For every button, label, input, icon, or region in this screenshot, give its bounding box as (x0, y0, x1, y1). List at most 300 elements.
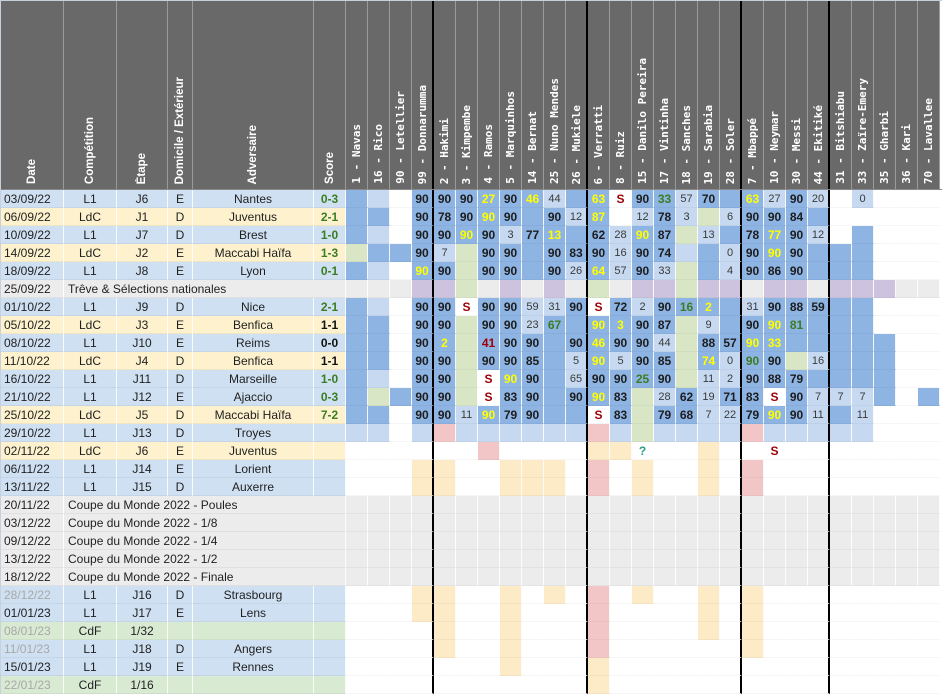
minutes-cell[interactable]: 90 (764, 352, 786, 370)
minutes-cell[interactable]: 90 (434, 370, 456, 388)
date-cell[interactable]: 15/01/23 (1, 658, 64, 676)
minutes-cell[interactable] (808, 532, 830, 550)
stage-cell[interactable]: J1 (117, 208, 168, 226)
minutes-cell[interactable] (566, 460, 588, 478)
minutes-cell[interactable]: 90 (588, 316, 610, 334)
minutes-cell[interactable] (610, 658, 632, 676)
minutes-cell[interactable] (456, 388, 478, 406)
minutes-cell[interactable]: 90 (632, 226, 654, 244)
venue-cell[interactable]: E (168, 334, 193, 352)
minutes-cell[interactable]: 41 (478, 334, 500, 352)
competition-cell[interactable]: CdF (64, 622, 117, 640)
minutes-cell[interactable] (852, 334, 874, 352)
minutes-cell[interactable] (610, 568, 632, 586)
minutes-cell[interactable] (896, 586, 918, 604)
minutes-cell[interactable] (346, 388, 368, 406)
player-header[interactable] (412, 1, 434, 189)
minutes-cell[interactable] (786, 442, 808, 460)
minutes-cell[interactable] (918, 604, 940, 622)
minutes-cell[interactable] (874, 298, 896, 316)
minutes-cell[interactable] (412, 550, 434, 568)
minutes-cell[interactable] (764, 424, 786, 442)
minutes-cell[interactable] (588, 532, 610, 550)
minutes-cell[interactable] (544, 406, 566, 424)
venue-cell[interactable]: D (168, 352, 193, 370)
minutes-cell[interactable] (918, 640, 940, 658)
minutes-cell[interactable] (500, 622, 522, 640)
minutes-cell[interactable]: 87 (654, 226, 676, 244)
competition-cell[interactable]: L1 (64, 226, 117, 244)
minutes-cell[interactable] (808, 622, 830, 640)
minutes-cell[interactable] (720, 604, 742, 622)
minutes-cell[interactable] (632, 280, 654, 298)
minutes-cell[interactable] (786, 658, 808, 676)
stage-cell[interactable]: J2 (117, 244, 168, 262)
minutes-cell[interactable]: 90 (764, 316, 786, 334)
minutes-cell[interactable] (808, 370, 830, 388)
minutes-cell[interactable] (368, 244, 390, 262)
minutes-cell[interactable] (698, 640, 720, 658)
minutes-cell[interactable] (456, 604, 478, 622)
date-cell[interactable]: 14/09/22 (1, 244, 64, 262)
minutes-cell[interactable] (522, 586, 544, 604)
minutes-cell[interactable] (896, 568, 918, 586)
minutes-cell[interactable] (390, 550, 412, 568)
minutes-cell[interactable]: 7 (852, 388, 874, 406)
minutes-cell[interactable] (588, 424, 610, 442)
score-cell[interactable] (314, 424, 346, 442)
minutes-cell[interactable] (874, 640, 896, 658)
minutes-cell[interactable] (346, 352, 368, 370)
stage-cell[interactable]: J6 (117, 442, 168, 460)
minutes-cell[interactable]: 90 (434, 262, 456, 280)
minutes-cell[interactable] (830, 406, 852, 424)
minutes-cell[interactable] (918, 298, 940, 316)
minutes-cell[interactable] (346, 370, 368, 388)
minutes-cell[interactable] (808, 244, 830, 262)
minutes-cell[interactable] (632, 658, 654, 676)
minutes-cell[interactable]: 90 (412, 226, 434, 244)
minutes-cell[interactable] (874, 676, 896, 694)
minutes-cell[interactable]: 7 (434, 244, 456, 262)
minutes-cell[interactable] (544, 478, 566, 496)
score-cell[interactable]: 1-3 (314, 244, 346, 262)
minutes-cell[interactable] (830, 658, 852, 676)
minutes-cell[interactable]: 90 (434, 298, 456, 316)
minutes-cell[interactable] (478, 478, 500, 496)
minutes-cell[interactable] (764, 604, 786, 622)
minutes-cell[interactable] (368, 604, 390, 622)
minutes-cell[interactable] (720, 586, 742, 604)
minutes-cell[interactable]: 90 (478, 316, 500, 334)
minutes-cell[interactable]: S (764, 388, 786, 406)
minutes-cell[interactable] (346, 190, 368, 208)
minutes-cell[interactable] (918, 586, 940, 604)
score-cell[interactable] (314, 658, 346, 676)
minutes-cell[interactable] (632, 424, 654, 442)
minutes-cell[interactable] (368, 478, 390, 496)
minutes-cell[interactable]: 5 (566, 352, 588, 370)
minutes-cell[interactable]: 90 (412, 388, 434, 406)
date-cell[interactable]: 06/09/22 (1, 208, 64, 226)
minutes-cell[interactable]: 90 (456, 190, 478, 208)
date-cell[interactable]: 28/12/22 (1, 586, 64, 604)
minutes-cell[interactable]: 63 (742, 190, 764, 208)
minutes-cell[interactable] (456, 514, 478, 532)
stage-cell[interactable]: J10 (117, 334, 168, 352)
minutes-cell[interactable] (412, 640, 434, 658)
minutes-cell[interactable]: 19 (698, 388, 720, 406)
minutes-cell[interactable] (830, 514, 852, 532)
adversary-cell[interactable]: Lens (193, 604, 314, 622)
minutes-cell[interactable] (918, 532, 940, 550)
minutes-cell[interactable] (786, 478, 808, 496)
minutes-cell[interactable] (412, 586, 434, 604)
minutes-cell[interactable] (522, 676, 544, 694)
minutes-cell[interactable] (852, 676, 874, 694)
minutes-cell[interactable] (786, 622, 808, 640)
minutes-cell[interactable] (412, 280, 434, 298)
minutes-cell[interactable] (346, 658, 368, 676)
minutes-cell[interactable] (390, 442, 412, 460)
minutes-cell[interactable] (610, 622, 632, 640)
minutes-cell[interactable] (500, 586, 522, 604)
adversary-cell[interactable]: Reims (193, 334, 314, 352)
player-header[interactable] (610, 1, 632, 189)
minutes-cell[interactable] (632, 460, 654, 478)
minutes-cell[interactable]: 90 (742, 316, 764, 334)
minutes-cell[interactable] (632, 514, 654, 532)
minutes-cell[interactable] (610, 550, 632, 568)
stage-cell[interactable]: 1/16 (117, 676, 168, 694)
minutes-cell[interactable] (544, 370, 566, 388)
venue-cell[interactable]: E (168, 262, 193, 280)
minutes-cell[interactable] (522, 604, 544, 622)
stage-cell[interactable]: J11 (117, 370, 168, 388)
minutes-cell[interactable] (654, 676, 676, 694)
minutes-cell[interactable] (676, 442, 698, 460)
minutes-cell[interactable] (390, 208, 412, 226)
minutes-cell[interactable] (544, 622, 566, 640)
minutes-cell[interactable] (566, 514, 588, 532)
minutes-cell[interactable] (368, 532, 390, 550)
minutes-cell[interactable] (830, 442, 852, 460)
player-header[interactable] (632, 1, 654, 189)
minutes-cell[interactable] (390, 244, 412, 262)
venue-cell[interactable]: D (168, 640, 193, 658)
minutes-cell[interactable] (588, 604, 610, 622)
minutes-cell[interactable]: 2 (434, 334, 456, 352)
merged-label-cell[interactable]: Coupe du Monde 2022 - 1/8 (64, 514, 346, 532)
minutes-cell[interactable] (698, 496, 720, 514)
minutes-cell[interactable] (456, 352, 478, 370)
minutes-cell[interactable]: 28 (610, 226, 632, 244)
minutes-cell[interactable]: 3 (610, 316, 632, 334)
minutes-cell[interactable] (918, 190, 940, 208)
minutes-cell[interactable] (368, 622, 390, 640)
minutes-cell[interactable] (852, 280, 874, 298)
minutes-cell[interactable] (346, 460, 368, 478)
date-cell[interactable]: 10/09/22 (1, 226, 64, 244)
minutes-cell[interactable] (896, 622, 918, 640)
minutes-cell[interactable] (346, 424, 368, 442)
minutes-cell[interactable] (918, 568, 940, 586)
minutes-cell[interactable] (390, 640, 412, 658)
player-header[interactable] (830, 1, 852, 189)
minutes-cell[interactable]: 16 (610, 244, 632, 262)
minutes-cell[interactable] (852, 244, 874, 262)
minutes-cell[interactable] (610, 532, 632, 550)
minutes-cell[interactable] (434, 622, 456, 640)
minutes-cell[interactable] (874, 208, 896, 226)
date-cell[interactable]: 16/10/22 (1, 370, 64, 388)
minutes-cell[interactable] (368, 658, 390, 676)
minutes-cell[interactable]: 84 (786, 208, 808, 226)
minutes-cell[interactable]: 2 (720, 370, 742, 388)
minutes-cell[interactable] (918, 406, 940, 424)
minutes-cell[interactable] (896, 424, 918, 442)
stage-cell[interactable]: J5 (117, 406, 168, 424)
minutes-cell[interactable] (346, 280, 368, 298)
minutes-cell[interactable] (896, 676, 918, 694)
date-cell[interactable]: 09/12/22 (1, 532, 64, 550)
minutes-cell[interactable] (918, 460, 940, 478)
minutes-cell[interactable] (434, 280, 456, 298)
minutes-cell[interactable]: 31 (742, 298, 764, 316)
minutes-cell[interactable] (808, 424, 830, 442)
adversary-cell[interactable] (193, 676, 314, 694)
minutes-cell[interactable]: 90 (412, 208, 434, 226)
minutes-cell[interactable] (742, 532, 764, 550)
competition-cell[interactable]: LdC (64, 406, 117, 424)
minutes-cell[interactable] (588, 442, 610, 460)
minutes-cell[interactable] (896, 190, 918, 208)
minutes-cell[interactable] (368, 208, 390, 226)
minutes-cell[interactable]: 88 (786, 298, 808, 316)
date-cell[interactable]: 11/01/23 (1, 640, 64, 658)
minutes-cell[interactable] (566, 424, 588, 442)
minutes-cell[interactable] (742, 496, 764, 514)
minutes-cell[interactable] (390, 604, 412, 622)
minutes-cell[interactable] (742, 622, 764, 640)
minutes-cell[interactable] (544, 334, 566, 352)
player-header[interactable] (720, 1, 742, 189)
minutes-cell[interactable] (874, 442, 896, 460)
minutes-cell[interactable]: 4 (720, 262, 742, 280)
minutes-cell[interactable] (478, 460, 500, 478)
minutes-cell[interactable]: 72 (610, 298, 632, 316)
minutes-cell[interactable] (918, 208, 940, 226)
minutes-cell[interactable] (874, 424, 896, 442)
minutes-cell[interactable] (390, 622, 412, 640)
minutes-cell[interactable]: 16 (676, 298, 698, 316)
minutes-cell[interactable] (874, 352, 896, 370)
minutes-cell[interactable] (412, 604, 434, 622)
merged-label-cell[interactable]: Coupe du Monde 2022 - Poules (64, 496, 346, 514)
minutes-cell[interactable] (500, 514, 522, 532)
minutes-cell[interactable]: 90 (786, 226, 808, 244)
minutes-cell[interactable] (456, 460, 478, 478)
minutes-cell[interactable]: 7 (830, 388, 852, 406)
minutes-cell[interactable]: 90 (500, 316, 522, 334)
minutes-cell[interactable] (742, 280, 764, 298)
minutes-cell[interactable] (478, 550, 500, 568)
minutes-cell[interactable]: 11 (808, 406, 830, 424)
venue-cell[interactable]: E (168, 316, 193, 334)
minutes-cell[interactable]: 87 (588, 208, 610, 226)
minutes-cell[interactable] (456, 370, 478, 388)
minutes-cell[interactable] (830, 244, 852, 262)
minutes-cell[interactable] (918, 370, 940, 388)
minutes-cell[interactable]: 83 (566, 244, 588, 262)
minutes-cell[interactable] (654, 622, 676, 640)
minutes-cell[interactable]: 90 (478, 406, 500, 424)
minutes-cell[interactable] (698, 460, 720, 478)
player-header[interactable] (808, 1, 830, 189)
minutes-cell[interactable] (874, 586, 896, 604)
minutes-cell[interactable]: 2 (632, 298, 654, 316)
minutes-cell[interactable] (500, 568, 522, 586)
minutes-cell[interactable] (412, 478, 434, 496)
minutes-cell[interactable]: 90 (632, 352, 654, 370)
minutes-cell[interactable]: 2 (698, 298, 720, 316)
minutes-cell[interactable] (522, 478, 544, 496)
minutes-cell[interactable] (522, 658, 544, 676)
minutes-cell[interactable]: 90 (632, 244, 654, 262)
minutes-cell[interactable] (544, 442, 566, 460)
minutes-cell[interactable] (874, 370, 896, 388)
minutes-cell[interactable] (566, 316, 588, 334)
minutes-cell[interactable]: 77 (522, 226, 544, 244)
minutes-cell[interactable] (698, 424, 720, 442)
stage-cell[interactable]: J14 (117, 460, 168, 478)
header-date[interactable] (1, 1, 64, 189)
minutes-cell[interactable]: 90 (544, 244, 566, 262)
minutes-cell[interactable] (654, 280, 676, 298)
minutes-cell[interactable] (610, 460, 632, 478)
minutes-cell[interactable] (544, 604, 566, 622)
date-cell[interactable]: 05/10/22 (1, 316, 64, 334)
minutes-cell[interactable] (852, 622, 874, 640)
minutes-cell[interactable]: 3 (676, 208, 698, 226)
minutes-cell[interactable] (610, 604, 632, 622)
minutes-cell[interactable] (588, 676, 610, 694)
player-header[interactable] (456, 1, 478, 189)
adversary-cell[interactable] (193, 622, 314, 640)
minutes-cell[interactable] (390, 280, 412, 298)
minutes-cell[interactable]: 79 (500, 406, 522, 424)
adversary-cell[interactable]: Ajaccio (193, 388, 314, 406)
minutes-cell[interactable] (654, 496, 676, 514)
minutes-cell[interactable]: 0 (720, 352, 742, 370)
minutes-cell[interactable] (742, 640, 764, 658)
minutes-cell[interactable] (654, 586, 676, 604)
minutes-cell[interactable] (456, 424, 478, 442)
minutes-cell[interactable] (456, 532, 478, 550)
minutes-cell[interactable] (434, 442, 456, 460)
minutes-cell[interactable]: ? (632, 442, 654, 460)
competition-cell[interactable]: LdC (64, 244, 117, 262)
minutes-cell[interactable] (874, 496, 896, 514)
minutes-cell[interactable] (698, 262, 720, 280)
minutes-cell[interactable] (874, 388, 896, 406)
minutes-cell[interactable]: 90 (786, 262, 808, 280)
minutes-cell[interactable] (500, 532, 522, 550)
minutes-cell[interactable]: 90 (500, 352, 522, 370)
minutes-cell[interactable] (808, 496, 830, 514)
minutes-cell[interactable]: 62 (588, 226, 610, 244)
minutes-cell[interactable] (808, 262, 830, 280)
minutes-cell[interactable] (874, 550, 896, 568)
minutes-cell[interactable]: S (764, 442, 786, 460)
minutes-cell[interactable] (830, 460, 852, 478)
score-cell[interactable] (314, 640, 346, 658)
minutes-cell[interactable] (610, 424, 632, 442)
minutes-cell[interactable]: 90 (610, 370, 632, 388)
minutes-cell[interactable] (500, 550, 522, 568)
minutes-cell[interactable] (808, 676, 830, 694)
minutes-cell[interactable] (676, 658, 698, 676)
minutes-cell[interactable] (852, 514, 874, 532)
minutes-cell[interactable] (874, 262, 896, 280)
venue-cell[interactable] (168, 676, 193, 694)
minutes-cell[interactable] (346, 478, 368, 496)
minutes-cell[interactable] (896, 442, 918, 460)
minutes-cell[interactable] (676, 640, 698, 658)
minutes-cell[interactable] (830, 334, 852, 352)
minutes-cell[interactable] (676, 334, 698, 352)
player-header[interactable] (654, 1, 676, 189)
minutes-cell[interactable] (808, 442, 830, 460)
date-cell[interactable]: 25/09/22 (1, 280, 64, 298)
minutes-cell[interactable] (874, 460, 896, 478)
minutes-cell[interactable] (698, 676, 720, 694)
adversary-cell[interactable]: Marseille (193, 370, 314, 388)
date-cell[interactable]: 21/10/22 (1, 388, 64, 406)
minutes-cell[interactable] (676, 532, 698, 550)
minutes-cell[interactable]: S (478, 388, 500, 406)
stage-cell[interactable]: J6 (117, 190, 168, 208)
stage-cell[interactable]: 1/32 (117, 622, 168, 640)
stage-cell[interactable]: J8 (117, 262, 168, 280)
minutes-cell[interactable] (566, 568, 588, 586)
minutes-cell[interactable] (720, 658, 742, 676)
minutes-cell[interactable] (632, 478, 654, 496)
minutes-cell[interactable] (896, 460, 918, 478)
minutes-cell[interactable] (544, 532, 566, 550)
minutes-cell[interactable]: 57 (676, 190, 698, 208)
minutes-cell[interactable]: 90 (412, 334, 434, 352)
minutes-cell[interactable] (566, 658, 588, 676)
minutes-cell[interactable]: 20 (808, 190, 830, 208)
minutes-cell[interactable] (412, 514, 434, 532)
minutes-cell[interactable]: 90 (434, 352, 456, 370)
minutes-cell[interactable] (544, 514, 566, 532)
venue-cell[interactable]: D (168, 586, 193, 604)
minutes-cell[interactable] (412, 496, 434, 514)
venue-cell[interactable]: D (168, 226, 193, 244)
minutes-cell[interactable] (720, 478, 742, 496)
minutes-cell[interactable] (764, 622, 786, 640)
minutes-cell[interactable]: 0 (720, 244, 742, 262)
minutes-cell[interactable] (390, 676, 412, 694)
date-cell[interactable]: 18/12/22 (1, 568, 64, 586)
minutes-cell[interactable] (390, 478, 412, 496)
minutes-cell[interactable] (478, 514, 500, 532)
competition-cell[interactable]: L1 (64, 658, 117, 676)
minutes-cell[interactable] (742, 550, 764, 568)
minutes-cell[interactable]: 90 (500, 190, 522, 208)
